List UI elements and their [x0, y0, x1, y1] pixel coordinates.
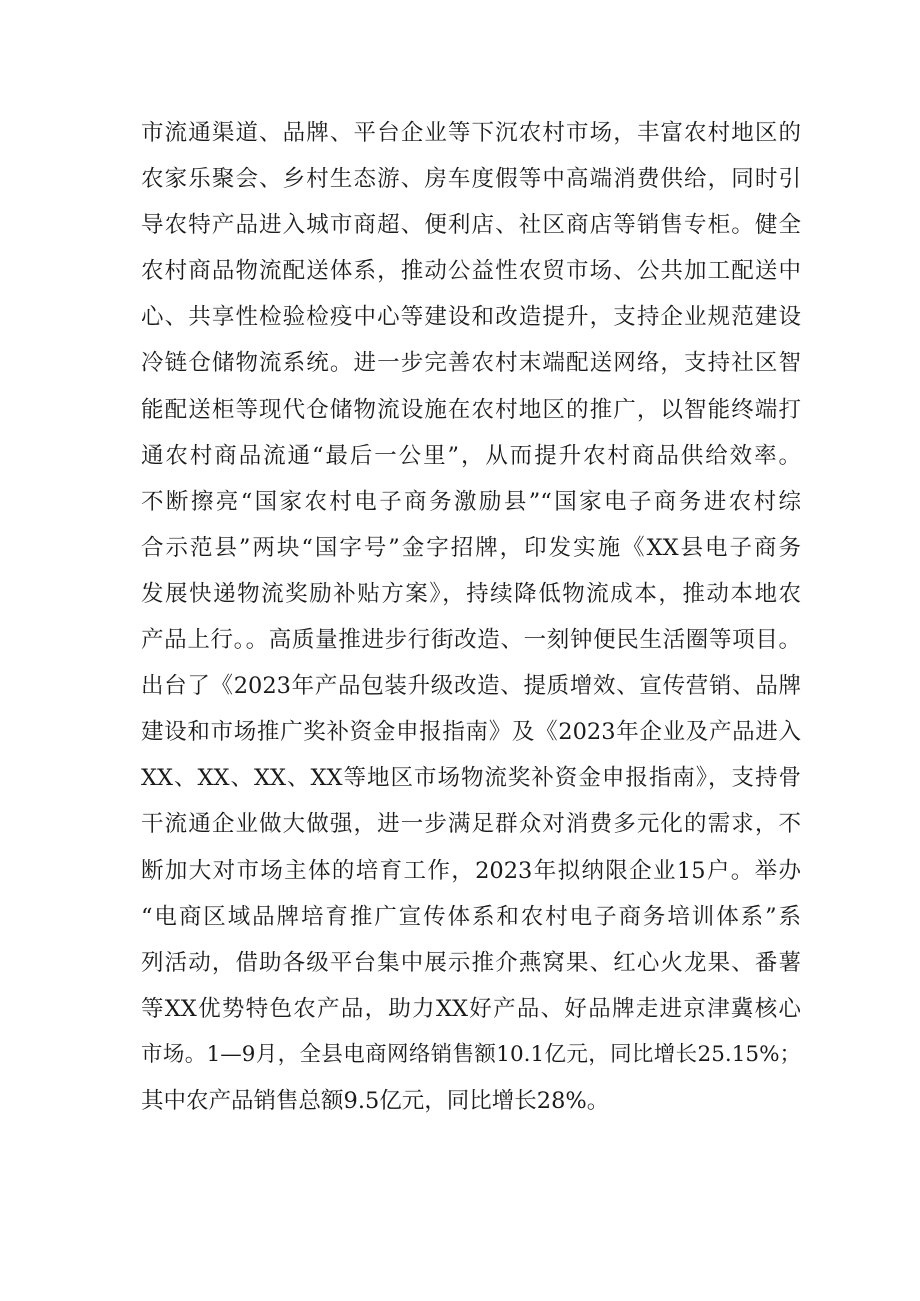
- paragraph-line: 建设和市场推广奖补资金申报指南》及《2023年企业及产品进入: [141, 719, 801, 746]
- paragraph-line: 通农村商品流通“最后一公里”，从而提升农村商品供给效率。: [141, 442, 801, 469]
- paragraph-line: 列活动，借助各级平台集中展示推介燕窝果、红心火龙果、番薯: [141, 949, 801, 976]
- paragraph-line: 农村商品物流配送体系，推动公益性农贸市场、公共加工配送中: [141, 258, 801, 285]
- paragraph-line: 不断擦亮“国家农村电子商务激励县”“国家电子商务进农村综: [141, 488, 801, 515]
- paragraph-line: 其中农产品销售总额9.5亿元，同比增长28%。: [141, 1087, 610, 1114]
- paragraph-line: 发展快递物流奖励补贴方案》，持续降低物流成本，推动本地农: [141, 580, 801, 607]
- paragraph-line: 冷链仓储物流系统。进一步完善农村末端配送网络，支持社区智: [141, 350, 801, 377]
- paragraph-line: 干流通企业做大做强，进一步满足群众对消费多元化的需求，不: [141, 811, 801, 838]
- paragraph-line: “电商区域品牌培育推广宣传体系和农村电子商务培训体系”系: [141, 903, 801, 930]
- paragraph-line: 心、共享性检验检疫中心等建设和改造提升，支持企业规范建设: [141, 304, 801, 331]
- paragraph-line: 市场。1—9月，全县电商网络销售额10.1亿元，同比增长25.15%；: [141, 1041, 801, 1067]
- paragraph-line: XX、XX、XX、XX等地区市场物流奖补资金申报指南》，支持骨: [141, 765, 801, 792]
- paragraph-line: 合示范县”两块“国字号”金字招牌，印发实施《XX县电子商务: [141, 534, 801, 561]
- paragraph-line: 农家乐聚会、乡村生态游、房车度假等中高端消费供给，同时引: [141, 166, 801, 193]
- paragraph-line: 能配送柜等现代仓储物流设施在农村地区的推广，以智能终端打: [141, 396, 801, 423]
- paragraph-line: 产品上行。。高质量推进步行街改造、一刻钟便民生活圈等项目。: [141, 627, 801, 654]
- paragraph-line: 断加大对市场主体的培育工作，2023年拟纳限企业15户。举办: [141, 857, 801, 884]
- paragraph-line: 等XX优势特色农产品，助力XX好产品、好品牌走进京津冀核心: [141, 995, 801, 1022]
- body-paragraph: [141, 110, 801, 1124]
- paragraph-line: 导农特产品进入城市商超、便利店、社区商店等销售专柜。健全: [141, 212, 801, 239]
- paragraph-line: 出台了《2023年产品包装升级改造、提质增效、宣传营销、品牌: [141, 673, 801, 700]
- paragraph-line: 市流通渠道、品牌、平台企业等下沉农村市场，丰富农村地区的: [141, 120, 801, 146]
